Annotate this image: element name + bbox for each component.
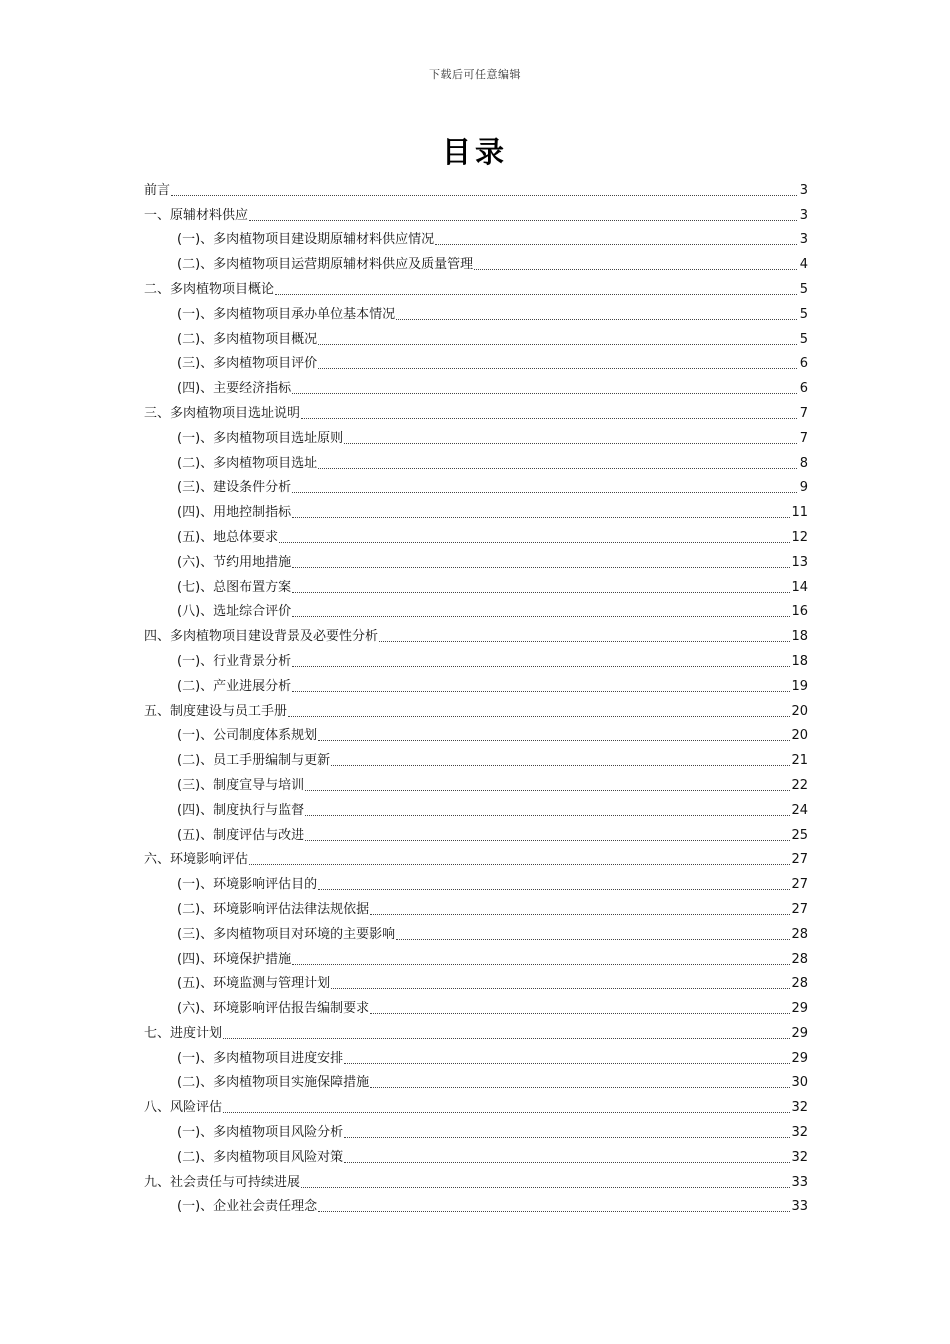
page-title: 目录 [441, 135, 508, 169]
toc-dot-leader [249, 219, 797, 221]
toc-entry-page-number: 3 [799, 182, 808, 198]
toc-entry-page-number: 33 [791, 1199, 808, 1215]
toc-entry[interactable] [144, 646, 808, 671]
toc-entry-label: 八、风险评估 [144, 1100, 223, 1116]
toc-dot-leader [318, 888, 790, 890]
toc-entry[interactable] [144, 423, 808, 448]
toc-entry-page-number: 20 [791, 703, 808, 719]
toc-entry-page-number: 12 [791, 529, 808, 545]
toc-entry-page-number: 6 [799, 381, 808, 397]
toc-entry-label: (二)、多肉植物项目选址 [177, 455, 318, 471]
toc-entry-label: (三)、多肉植物项目对环境的主要影响 [177, 926, 396, 942]
toc-entry-page-number: 32 [791, 1149, 808, 1165]
toc-entry-page-number: 7 [799, 405, 808, 421]
toc-entry-label: 六、环境影响评估 [144, 852, 249, 868]
toc-dot-leader [292, 963, 790, 965]
toc-dot-leader [396, 938, 790, 940]
toc-dot-leader [318, 1210, 790, 1212]
toc-dot-leader [305, 839, 790, 841]
toc-dot-leader [435, 243, 797, 245]
toc-entry-label: 七、进度计划 [144, 1025, 223, 1041]
toc-entry[interactable] [144, 1167, 808, 1192]
toc-entry[interactable] [144, 473, 808, 498]
toc-entry-page-number: 29 [791, 1050, 808, 1066]
toc-entry[interactable] [144, 398, 808, 423]
table-of-contents [144, 175, 808, 1216]
toc-entry-page-number: 6 [799, 356, 808, 372]
toc-entry[interactable] [144, 225, 808, 250]
toc-entry[interactable] [144, 373, 808, 398]
toc-entry-page-number: 4 [799, 257, 808, 273]
toc-entry-label: (一)、多肉植物项目选址原则 [177, 430, 344, 446]
toc-dot-leader [292, 392, 797, 394]
toc-entry-label: (三)、建设条件分析 [177, 480, 292, 496]
toc-entry-page-number: 27 [791, 877, 808, 893]
toc-entry-page-number: 9 [799, 480, 808, 496]
toc-entry[interactable] [144, 572, 808, 597]
toc-entry-page-number: 3 [799, 232, 808, 248]
toc-entry-label: (二)、多肉植物项目概况 [177, 331, 318, 347]
toc-dot-leader [275, 293, 797, 295]
toc-dot-leader [223, 1037, 790, 1039]
toc-entry-page-number: 21 [791, 753, 808, 769]
toc-entry-label: (一)、多肉植物项目风险分析 [177, 1125, 344, 1141]
toc-dot-leader [379, 640, 790, 642]
toc-entry-label: (四)、制度执行与监督 [177, 802, 305, 818]
toc-entry[interactable] [144, 1092, 808, 1117]
toc-entry[interactable] [144, 1018, 808, 1043]
toc-entry-label: (二)、产业进展分析 [177, 678, 292, 694]
toc-dot-leader [292, 591, 790, 593]
toc-entry[interactable] [144, 448, 808, 473]
toc-entry-page-number: 5 [799, 306, 808, 322]
toc-entry[interactable] [144, 324, 808, 349]
toc-entry[interactable] [144, 200, 808, 225]
toc-dot-leader [344, 1062, 790, 1064]
toc-entry[interactable] [144, 845, 808, 870]
toc-dot-leader [301, 1186, 790, 1188]
toc-entry-page-number: 14 [791, 579, 808, 595]
toc-entry-label: (二)、多肉植物项目风险对策 [177, 1149, 344, 1165]
toc-entry[interactable] [144, 497, 808, 522]
toc-entry[interactable] [144, 1043, 808, 1068]
toc-entry-page-number: 20 [791, 728, 808, 744]
toc-dot-leader [344, 1161, 790, 1163]
toc-entry-label: (四)、用地控制指标 [177, 505, 292, 521]
toc-dot-leader [288, 715, 790, 717]
toc-entry[interactable] [144, 795, 808, 820]
toc-entry-label: 五、制度建设与员工手册 [144, 703, 288, 719]
toc-entry-page-number: 30 [791, 1075, 808, 1091]
toc-dot-leader [370, 913, 790, 915]
toc-entry[interactable] [144, 671, 808, 696]
toc-dot-leader [344, 442, 797, 444]
toc-entry[interactable] [144, 249, 808, 274]
toc-dot-leader [370, 1012, 790, 1014]
toc-entry[interactable] [144, 522, 808, 547]
header-note: 下载后可任意编辑 [429, 68, 521, 81]
toc-dot-leader [318, 467, 797, 469]
toc-dot-leader [292, 566, 790, 568]
toc-entry[interactable] [144, 969, 808, 994]
toc-entry[interactable] [144, 1192, 808, 1217]
toc-entry[interactable] [144, 696, 808, 721]
toc-dot-leader [301, 417, 797, 419]
toc-entry-page-number: 5 [799, 331, 808, 347]
toc-entry[interactable] [144, 274, 808, 299]
toc-dot-leader [292, 690, 790, 692]
toc-dot-leader [305, 814, 790, 816]
toc-entry-label: (六)、环境影响评估报告编制要求 [177, 1001, 370, 1017]
toc-entry-page-number: 27 [791, 852, 808, 868]
toc-entry[interactable] [144, 993, 808, 1018]
toc-dot-leader [279, 541, 790, 543]
toc-entry[interactable] [144, 1068, 808, 1093]
toc-entry[interactable] [144, 349, 808, 374]
toc-entry-page-number: 33 [791, 1174, 808, 1190]
toc-entry[interactable] [144, 597, 808, 622]
toc-entry[interactable] [144, 869, 808, 894]
toc-dot-leader [292, 491, 797, 493]
toc-entry-label: (七)、总图布置方案 [177, 579, 292, 595]
toc-entry-label: 二、多肉植物项目概论 [144, 281, 275, 297]
toc-entry-page-number: 29 [791, 1025, 808, 1041]
toc-entry-label: (六)、节约用地措施 [177, 554, 292, 570]
toc-dot-leader [292, 665, 790, 667]
toc-entry-label: (五)、地总体要求 [177, 529, 279, 545]
toc-entry-label: (一)、行业背景分析 [177, 653, 292, 669]
toc-entry[interactable] [144, 175, 808, 200]
toc-entry[interactable] [144, 299, 808, 324]
toc-entry-label: (五)、环境监测与管理计划 [177, 976, 331, 992]
toc-entry-page-number: 5 [799, 281, 808, 297]
toc-entry[interactable] [144, 1117, 808, 1142]
toc-entry-label: 四、多肉植物项目建设背景及必要性分析 [144, 629, 379, 645]
toc-entry[interactable] [144, 721, 808, 746]
toc-dot-leader [318, 739, 790, 741]
toc-entry-page-number: 29 [791, 1001, 808, 1017]
toc-entry-label: (四)、主要经济指标 [177, 381, 292, 397]
toc-entry-label: (四)、环境保护措施 [177, 951, 292, 967]
toc-entry-label: (二)、环境影响评估法律法规依据 [177, 901, 370, 917]
toc-entry-label: (一)、多肉植物项目建设期原辅材料供应情况 [177, 232, 435, 248]
toc-entry-page-number: 18 [791, 653, 808, 669]
toc-entry-page-number: 11 [791, 505, 808, 521]
toc-entry[interactable] [144, 1142, 808, 1167]
toc-dot-leader [344, 1136, 790, 1138]
toc-entry-page-number: 13 [791, 554, 808, 570]
toc-entry-label: (三)、多肉植物项目评价 [177, 356, 318, 372]
toc-dot-leader [171, 194, 797, 196]
toc-dot-leader [396, 318, 797, 320]
toc-entry[interactable] [144, 745, 808, 770]
toc-entry[interactable] [144, 547, 808, 572]
toc-entry-page-number: 24 [791, 802, 808, 818]
toc-entry-page-number: 19 [791, 678, 808, 694]
toc-entry-page-number: 3 [799, 207, 808, 223]
toc-entry-page-number: 27 [791, 901, 808, 917]
toc-dot-leader [292, 516, 790, 518]
toc-entry[interactable] [144, 770, 808, 795]
toc-entry-label: 前言 [144, 182, 171, 198]
toc-entry-page-number: 28 [791, 976, 808, 992]
toc-entry-page-number: 32 [791, 1100, 808, 1116]
toc-dot-leader [370, 1086, 790, 1088]
toc-dot-leader [223, 1111, 790, 1113]
toc-entry-page-number: 16 [791, 604, 808, 620]
toc-entry[interactable] [144, 820, 808, 845]
toc-entry[interactable] [144, 944, 808, 969]
toc-dot-leader [292, 615, 790, 617]
toc-entry-label: (一)、环境影响评估目的 [177, 877, 318, 893]
toc-dot-leader [331, 764, 790, 766]
toc-entry[interactable] [144, 919, 808, 944]
toc-entry-label: 三、多肉植物项目选址说明 [144, 405, 301, 421]
toc-entry-page-number: 28 [791, 926, 808, 942]
toc-dot-leader [305, 789, 790, 791]
toc-entry[interactable] [144, 621, 808, 646]
toc-entry-page-number: 18 [791, 629, 808, 645]
toc-entry-label: (八)、选址综合评价 [177, 604, 292, 620]
toc-entry-page-number: 22 [791, 777, 808, 793]
toc-dot-leader [331, 987, 790, 989]
toc-dot-leader [249, 863, 790, 865]
toc-entry-page-number: 32 [791, 1125, 808, 1141]
toc-entry-label: (三)、制度宣导与培训 [177, 777, 305, 793]
toc-entry-label: (一)、公司制度体系规划 [177, 728, 318, 744]
toc-entry-label: 一、原辅材料供应 [144, 207, 249, 223]
toc-dot-leader [474, 268, 797, 270]
toc-entry-label: (五)、制度评估与改进 [177, 827, 305, 843]
toc-entry-label: (二)、多肉植物项目实施保障措施 [177, 1075, 370, 1091]
toc-entry-label: (二)、多肉植物项目运营期原辅材料供应及质量管理 [177, 257, 474, 273]
toc-entry-label: (一)、企业社会责任理念 [177, 1199, 318, 1215]
toc-entry-label: (一)、多肉植物项目进度安排 [177, 1050, 344, 1066]
toc-entry-label: 九、社会责任与可持续进展 [144, 1174, 301, 1190]
toc-dot-leader [318, 367, 797, 369]
toc-entry-page-number: 8 [799, 455, 808, 471]
toc-entry-label: (一)、多肉植物项目承办单位基本情况 [177, 306, 396, 322]
toc-entry-page-number: 28 [791, 951, 808, 967]
toc-entry-page-number: 7 [799, 430, 808, 446]
toc-entry-label: (二)、员工手册编制与更新 [177, 753, 331, 769]
toc-entry-page-number: 25 [791, 827, 808, 843]
toc-entry[interactable] [144, 894, 808, 919]
toc-dot-leader [318, 343, 797, 345]
